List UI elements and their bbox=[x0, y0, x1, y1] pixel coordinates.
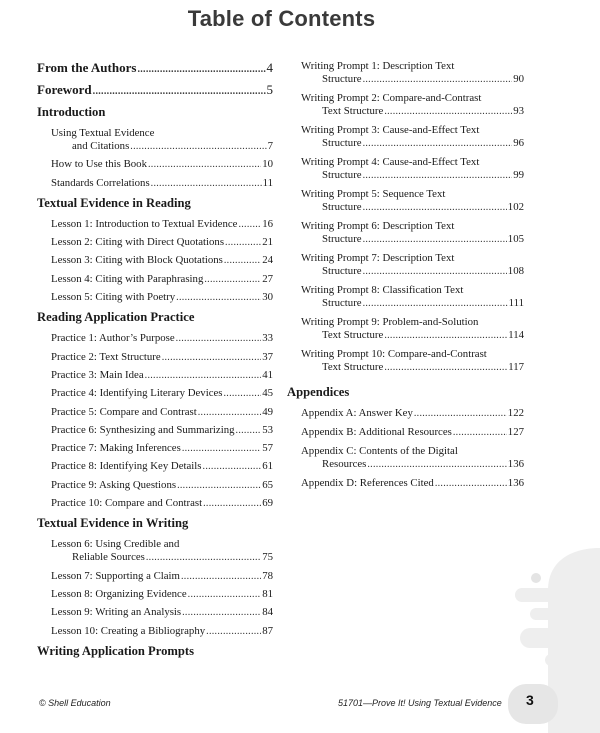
toc-entry bbox=[51, 625, 273, 638]
entry-label: Practice 1: Author’s Purpose bbox=[51, 332, 175, 345]
entry-page-number: 5 bbox=[266, 82, 273, 97]
dot-leader bbox=[177, 479, 261, 492]
entry-page-number: 4 bbox=[266, 60, 273, 75]
entry-page-number: 27 bbox=[262, 272, 273, 285]
dot-leader bbox=[453, 426, 507, 439]
toc-entry-row bbox=[301, 265, 524, 278]
dot-leader bbox=[198, 406, 261, 419]
entry-label: Appendix D: References Cited bbox=[301, 477, 434, 489]
entry-label: Practice 6: Synthesizing and Summarizing bbox=[51, 423, 235, 436]
entry-page-number: 87 bbox=[262, 624, 273, 637]
toc-entry-row bbox=[51, 140, 273, 153]
entry-label-line1: Writing Prompt 5: Sequence Text bbox=[301, 188, 446, 200]
entry-page-number: 53 bbox=[262, 423, 273, 436]
toc-entry bbox=[301, 92, 524, 118]
dot-leader bbox=[384, 329, 507, 342]
entry-label: and Citations bbox=[72, 140, 130, 152]
entry-label-line1: Writing Prompt 9: Problem-and-Solution bbox=[301, 316, 479, 328]
entry-page-number: 37 bbox=[262, 350, 273, 363]
section-heading: Writing Application Prompts bbox=[37, 643, 194, 658]
entry-label: Lesson 9: Writing an Analysis bbox=[51, 606, 182, 619]
toc-entry bbox=[301, 426, 524, 439]
entry-page-number: 136 bbox=[507, 477, 524, 489]
footer-publisher: © Shell Education bbox=[39, 698, 111, 708]
toc-entry-row bbox=[37, 82, 273, 104]
toc-entry bbox=[301, 252, 524, 278]
entry-label-line1: Using Textual Evidence bbox=[51, 127, 155, 139]
toc-entry-row bbox=[51, 497, 273, 510]
toc-entry-row bbox=[51, 588, 273, 601]
dot-leader bbox=[236, 424, 262, 437]
toc-entry-row bbox=[51, 406, 273, 419]
entry-page-number: 7 bbox=[267, 140, 273, 152]
dot-leader bbox=[363, 169, 513, 182]
entry-label: Structure bbox=[322, 169, 362, 181]
dot-leader bbox=[363, 233, 507, 246]
toc-entry bbox=[51, 538, 273, 564]
toc-entry bbox=[51, 479, 273, 492]
dot-leader bbox=[182, 606, 261, 619]
entry-label-line1: Writing Prompt 10: Compare-and-Contrast bbox=[301, 348, 487, 360]
toc-entry-row bbox=[51, 332, 273, 345]
dot-leader bbox=[363, 297, 508, 310]
entry-label: How to Use this Book bbox=[51, 158, 147, 171]
toc-entry bbox=[301, 284, 524, 310]
toc-entry-row bbox=[51, 570, 273, 583]
toc-entry-row bbox=[301, 201, 524, 214]
dot-leader bbox=[176, 332, 262, 345]
toc-entry bbox=[51, 442, 273, 455]
toc-entry bbox=[51, 387, 273, 400]
toc-entry-row bbox=[301, 169, 524, 182]
dot-leader bbox=[384, 361, 507, 374]
entry-page-number: 127 bbox=[507, 426, 524, 438]
entry-label: Lesson 7: Supporting a Claim bbox=[51, 569, 180, 582]
entry-page-number: 84 bbox=[262, 606, 273, 619]
entry-label-line1: Writing Prompt 3: Cause-and-Effect Text bbox=[301, 124, 480, 136]
entry-label: Practice 9: Asking Questions bbox=[51, 478, 177, 491]
entry-page-number: 75 bbox=[262, 551, 273, 564]
toc-entry-row bbox=[51, 254, 273, 267]
dot-leader bbox=[203, 460, 262, 473]
entry-label: Structure bbox=[322, 201, 362, 213]
toc-entry bbox=[51, 127, 273, 153]
entry-page-number: 16 bbox=[262, 217, 273, 230]
dot-leader bbox=[181, 570, 261, 583]
entry-label: Lesson 1: Introduction to Textual Evidence bbox=[51, 217, 238, 230]
toc-entry bbox=[51, 588, 273, 601]
toc-entry-row bbox=[51, 236, 273, 249]
dot-leader bbox=[225, 236, 261, 249]
toc-entry bbox=[301, 156, 524, 182]
entry-page-number: 41 bbox=[262, 368, 273, 381]
entry-label: Practice 8: Identifying Key Details bbox=[51, 460, 202, 473]
entry-page-number: 81 bbox=[262, 587, 273, 600]
entry-page-number: 21 bbox=[262, 236, 273, 249]
toc-entry-row bbox=[51, 158, 273, 171]
dot-leader bbox=[151, 177, 262, 190]
toc-entry bbox=[51, 332, 273, 345]
entry-label-line1: Writing Prompt 2: Compare-and-Contrast bbox=[301, 92, 482, 104]
entry-page-number: 30 bbox=[262, 291, 273, 304]
entry-page-number: 114 bbox=[508, 329, 524, 341]
entry-label: Standards Correlations bbox=[51, 176, 150, 189]
toc-entry-row bbox=[51, 551, 273, 564]
toc-entry bbox=[301, 60, 524, 86]
entry-label: Structure bbox=[322, 265, 362, 277]
entry-page-number: 69 bbox=[262, 497, 273, 510]
toc-entry bbox=[51, 254, 273, 267]
toc-entry-row bbox=[301, 329, 524, 342]
dot-leader bbox=[435, 477, 507, 490]
toc-entry bbox=[51, 497, 273, 510]
entry-page-number: 111 bbox=[508, 297, 524, 309]
toc-entry-row bbox=[301, 361, 524, 374]
entry-label: Structure bbox=[322, 297, 362, 309]
dot-leader bbox=[148, 158, 261, 171]
toc-entry-row bbox=[301, 73, 524, 86]
entry-page-number: 24 bbox=[262, 254, 273, 267]
entry-label-line1: Lesson 6: Using Credible and bbox=[51, 538, 180, 551]
entry-page-number: 10 bbox=[262, 158, 273, 171]
entry-label: Structure bbox=[322, 233, 362, 245]
dot-leader bbox=[238, 218, 261, 231]
dot-leader bbox=[182, 442, 261, 455]
entry-label-line1: Writing Prompt 7: Description Text bbox=[301, 252, 455, 264]
dot-leader bbox=[363, 265, 507, 278]
entry-label: Structure bbox=[322, 137, 362, 149]
toc-entry bbox=[301, 348, 524, 374]
entry-page-number: 117 bbox=[508, 361, 524, 373]
toc-entry-row bbox=[51, 479, 273, 492]
dot-leader bbox=[162, 351, 262, 364]
toc-entry-row bbox=[301, 477, 524, 490]
toc-entry-row bbox=[51, 273, 273, 286]
entry-page-number: 122 bbox=[507, 407, 524, 419]
entry-label: Practice 5: Compare and Contrast bbox=[51, 405, 197, 418]
toc-entry bbox=[301, 220, 524, 246]
entry-page-number: 99 bbox=[513, 169, 524, 181]
entry-label: Resources bbox=[322, 458, 367, 470]
entry-label-line1: Writing Prompt 8: Classification Text bbox=[301, 284, 464, 296]
entry-page-number: 65 bbox=[262, 478, 273, 491]
dot-leader bbox=[224, 254, 261, 267]
entry-label: Appendix A: Answer Key bbox=[301, 407, 413, 419]
toc-entry bbox=[51, 158, 273, 171]
dot-leader bbox=[93, 86, 266, 97]
entry-page-number: 96 bbox=[513, 137, 524, 149]
section-heading: Textual Evidence in Reading bbox=[37, 195, 191, 210]
entry-page-number: 105 bbox=[507, 233, 524, 245]
toc-left-column bbox=[37, 60, 273, 666]
dot-leader bbox=[384, 105, 512, 118]
toc-entry-row bbox=[51, 442, 273, 455]
toc-entry bbox=[51, 236, 273, 249]
toc-entry-row bbox=[51, 424, 273, 437]
toc-entry bbox=[51, 291, 273, 304]
entry-label: Lesson 2: Citing with Direct Quotations bbox=[51, 236, 225, 249]
entry-page-number: 49 bbox=[262, 405, 273, 418]
dot-leader bbox=[363, 201, 507, 214]
toc-right-column bbox=[287, 60, 524, 496]
toc-entry-row bbox=[301, 426, 524, 439]
entry-label: Lesson 5: Citing with Poetry bbox=[51, 291, 176, 304]
dot-leader bbox=[146, 551, 261, 564]
entry-label: Structure bbox=[322, 73, 362, 85]
entry-label: Practice 7: Making Inferences bbox=[51, 442, 181, 455]
toc-entry-row bbox=[301, 458, 524, 471]
entry-page-number: 45 bbox=[262, 387, 273, 400]
section-heading: Introduction bbox=[37, 105, 106, 119]
entry-label: Text Structure bbox=[322, 361, 384, 373]
toc-entry bbox=[51, 424, 273, 437]
toc-entry bbox=[51, 177, 273, 190]
toc-entry bbox=[301, 477, 524, 490]
toc-entry-row bbox=[51, 369, 273, 382]
page-number: 3 bbox=[526, 692, 534, 708]
toc-entry-row bbox=[51, 177, 273, 190]
toc-entry bbox=[51, 369, 273, 382]
toc-entry-row bbox=[301, 233, 524, 246]
entry-label: Foreword bbox=[37, 82, 92, 97]
toc-entry-row bbox=[51, 351, 273, 364]
toc-entry bbox=[51, 351, 273, 364]
footer-book-title: 51701—Prove It! Using Textual Evidence bbox=[338, 698, 502, 708]
entry-label: Lesson 4: Citing with Paraphrasing bbox=[51, 272, 204, 285]
entry-label: Reliable Sources bbox=[72, 551, 145, 564]
entry-label: Text Structure bbox=[322, 329, 384, 341]
toc-entry bbox=[51, 606, 273, 619]
dot-leader bbox=[203, 497, 261, 510]
toc-entry bbox=[51, 460, 273, 473]
entry-label: Text Structure bbox=[322, 105, 384, 117]
dot-leader bbox=[206, 625, 261, 638]
toc-entry-row bbox=[51, 460, 273, 473]
entry-page-number: 108 bbox=[507, 265, 524, 277]
dot-leader bbox=[414, 407, 507, 420]
entry-label: Lesson 8: Organizing Evidence bbox=[51, 587, 187, 600]
toc-entry-row bbox=[51, 218, 273, 231]
dot-leader bbox=[145, 369, 262, 382]
entry-label: Lesson 10: Creating a Bibliography bbox=[51, 624, 206, 637]
toc-entry-row bbox=[51, 625, 273, 638]
entry-page-number: 136 bbox=[507, 458, 524, 470]
entry-page-number: 11 bbox=[262, 176, 273, 189]
section-heading: Reading Application Practice bbox=[37, 310, 195, 325]
dot-leader bbox=[204, 273, 261, 286]
entry-page-number: 78 bbox=[262, 569, 273, 582]
entry-label: Appendix B: Additional Resources bbox=[301, 426, 452, 438]
entry-page-number: 102 bbox=[507, 201, 524, 213]
toc-entry bbox=[301, 316, 524, 342]
dot-leader bbox=[363, 137, 513, 150]
entry-label-line1: Appendix C: Contents of the Digital bbox=[301, 445, 458, 457]
entry-label-line1: Writing Prompt 6: Description Text bbox=[301, 220, 455, 232]
section-heading: Textual Evidence in Writing bbox=[37, 516, 189, 531]
toc-entry bbox=[51, 406, 273, 419]
dot-leader bbox=[188, 588, 262, 601]
toc-entry bbox=[301, 407, 524, 420]
toc-entry-row bbox=[301, 105, 524, 118]
section-heading-appendices: Appendices bbox=[287, 385, 350, 399]
entry-label: Practice 4: Identifying Literary Devices bbox=[51, 387, 223, 400]
toc-entry-row bbox=[51, 291, 273, 304]
entry-label: From the Authors bbox=[37, 60, 137, 75]
entry-page-number: 90 bbox=[513, 73, 524, 85]
toc-entry bbox=[301, 188, 524, 214]
entry-label: Practice 3: Main Idea bbox=[51, 368, 144, 381]
entry-label-line1: Writing Prompt 4: Cause-and-Effect Text bbox=[301, 156, 480, 168]
toc-entry bbox=[301, 124, 524, 150]
entry-label-line1: Writing Prompt 1: Description Text bbox=[301, 60, 455, 72]
dot-leader bbox=[130, 140, 266, 153]
dot-leader bbox=[223, 387, 261, 400]
page-title: Table of Contents bbox=[187, 6, 376, 31]
toc-entry bbox=[51, 273, 273, 286]
toc-entry-row bbox=[301, 407, 524, 420]
entry-label: Practice 2: Text Structure bbox=[51, 350, 161, 363]
entry-label: Lesson 3: Citing with Block Quotations bbox=[51, 254, 223, 267]
dot-leader bbox=[367, 458, 506, 471]
toc-entry bbox=[301, 445, 524, 471]
entry-page-number: 61 bbox=[262, 460, 273, 473]
entry-page-number: 33 bbox=[262, 332, 273, 345]
dot-leader bbox=[363, 73, 513, 86]
dot-leader bbox=[176, 291, 261, 304]
toc-entry-row bbox=[51, 606, 273, 619]
entry-label: Practice 10: Compare and Contrast bbox=[51, 497, 203, 510]
dot-leader bbox=[137, 64, 265, 75]
toc-entry-row bbox=[37, 60, 273, 82]
entry-page-number: 57 bbox=[262, 442, 273, 455]
entry-page-number: 93 bbox=[513, 105, 524, 117]
toc-entry-row bbox=[301, 297, 524, 310]
toc-entry bbox=[51, 570, 273, 583]
toc-entry-row bbox=[301, 137, 524, 150]
toc-entry bbox=[51, 218, 273, 231]
toc-entry-row bbox=[51, 387, 273, 400]
